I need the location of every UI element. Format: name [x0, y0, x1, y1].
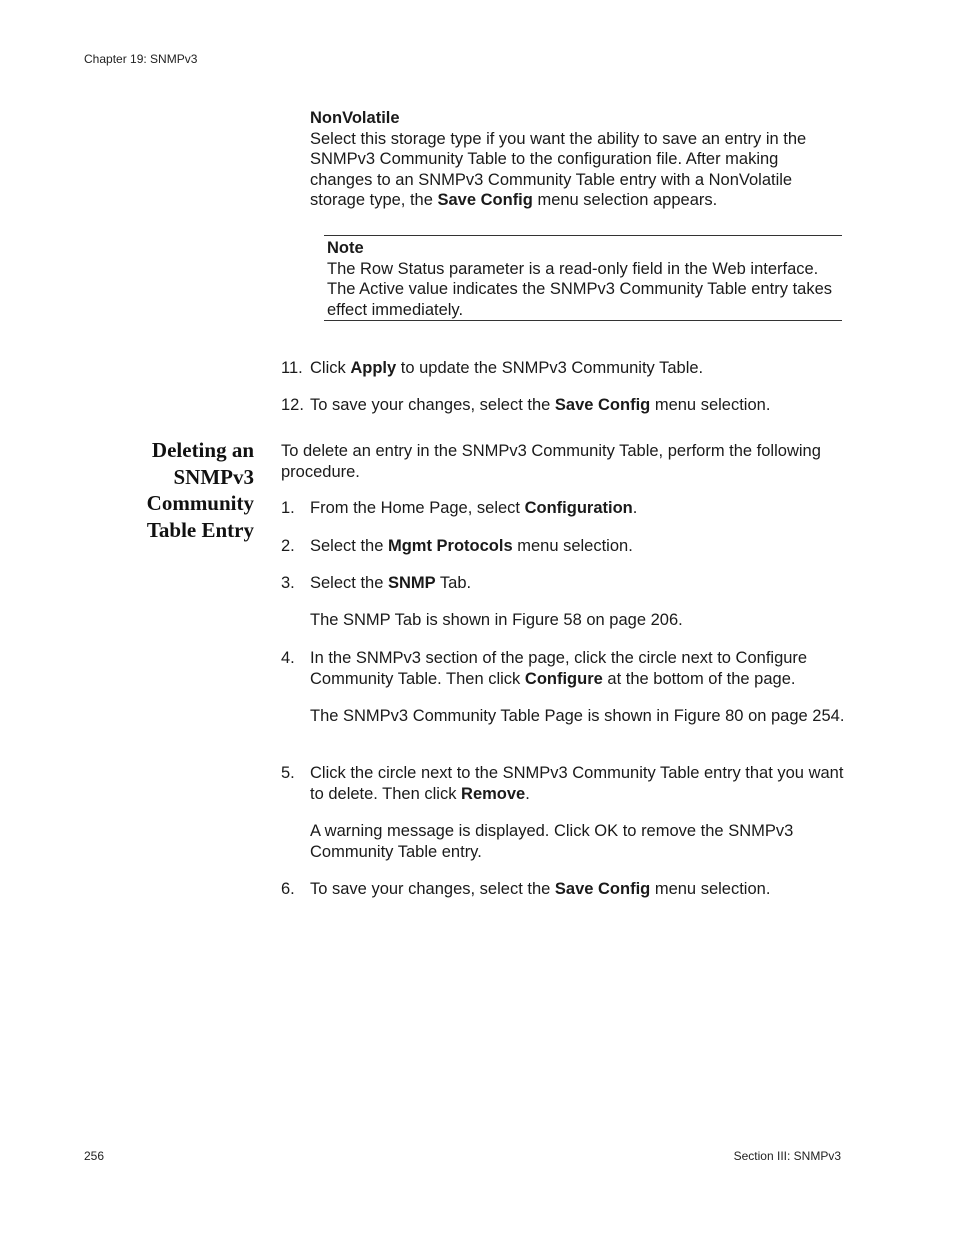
note-box — [324, 235, 842, 321]
nonvolatile-block — [310, 108, 845, 211]
nonvolatile-bold: Save Config — [437, 191, 533, 209]
heading-line: Community — [146, 491, 254, 515]
step-number: 4. — [281, 649, 295, 667]
section-heading — [108, 437, 254, 543]
step-6 — [281, 879, 846, 900]
step-4 — [281, 648, 846, 689]
step-3-note: The SNMP Tab is shown in Figure 58 on page 206. — [310, 611, 683, 629]
step-5 — [281, 763, 846, 804]
step-text: Click Apply to update the SNMPv3 Community Table. — [310, 359, 704, 377]
note-title: Note — [327, 239, 364, 257]
step-3 — [281, 573, 846, 594]
step-5-note: A warning message is displayed. Click OK to remove the SNMPv3 Community Table entry. — [310, 822, 794, 861]
nonvolatile-text-2: menu selection appears. — [532, 191, 718, 209]
nonvolatile-description — [310, 129, 845, 211]
step-2 — [281, 536, 846, 557]
step-number: 12. — [281, 396, 304, 414]
note-text: The Row Status parameter is a read-only field in the Web interface. The Active value indicates the SNMPv3 Community Table entry takes effect immediately. — [327, 259, 833, 319]
step-text: From the Home Page, select Configuration. — [310, 499, 638, 517]
running-footer-section: Section III: SNMPv3 — [733, 1149, 841, 1163]
step-11 — [281, 358, 846, 379]
step-number: 11. — [281, 359, 303, 377]
step-4-note: The SNMPv3 Community Table Page is shown in Figure 80 on page 254. — [310, 707, 845, 725]
heading-line: SNMPv3 — [173, 464, 254, 489]
nonvolatile-title: NonVolatile — [310, 109, 400, 127]
running-header: Chapter 19: SNMPv3 — [84, 52, 198, 66]
nonvolatile-text-1: Select this storage type if you want the ability to save an entry in the SNMPv3 Community Table to the configuration file. After making changes to an SNMPv3 Community Table entry with a NonVolatile storage type, the — [310, 129, 807, 209]
step-text: To save your changes, select the Save Config menu selection. — [310, 880, 771, 898]
step-number: 3. — [281, 574, 295, 592]
step-1 — [281, 498, 846, 519]
step-text: To save your changes, select the Save Config menu selection. — [310, 396, 771, 414]
step-text: Click the circle next to the SNMPv3 Community Table entry that you want to delete. Then click Remove. — [310, 764, 844, 803]
step-12 — [281, 395, 846, 416]
step-number: 5. — [281, 764, 295, 782]
heading-line: Deleting an — [151, 438, 254, 462]
step-text: In the SNMPv3 section of the page, click the circle next to Configure Community Table. Then click Configure at the bottom of the page. — [310, 649, 808, 688]
step-text: Select the Mgmt Protocols menu selection. — [310, 537, 633, 555]
step-text: Select the SNMP Tab. — [310, 574, 472, 592]
page-number: 256 — [84, 1149, 105, 1163]
heading-line: Table Entry — [146, 517, 254, 542]
section-intro: To delete an entry in the SNMPv3 Community Table, perform the following procedure. — [281, 442, 821, 481]
step-number: 2. — [281, 537, 295, 555]
step-number: 1. — [281, 499, 295, 517]
step-number: 6. — [281, 880, 295, 898]
